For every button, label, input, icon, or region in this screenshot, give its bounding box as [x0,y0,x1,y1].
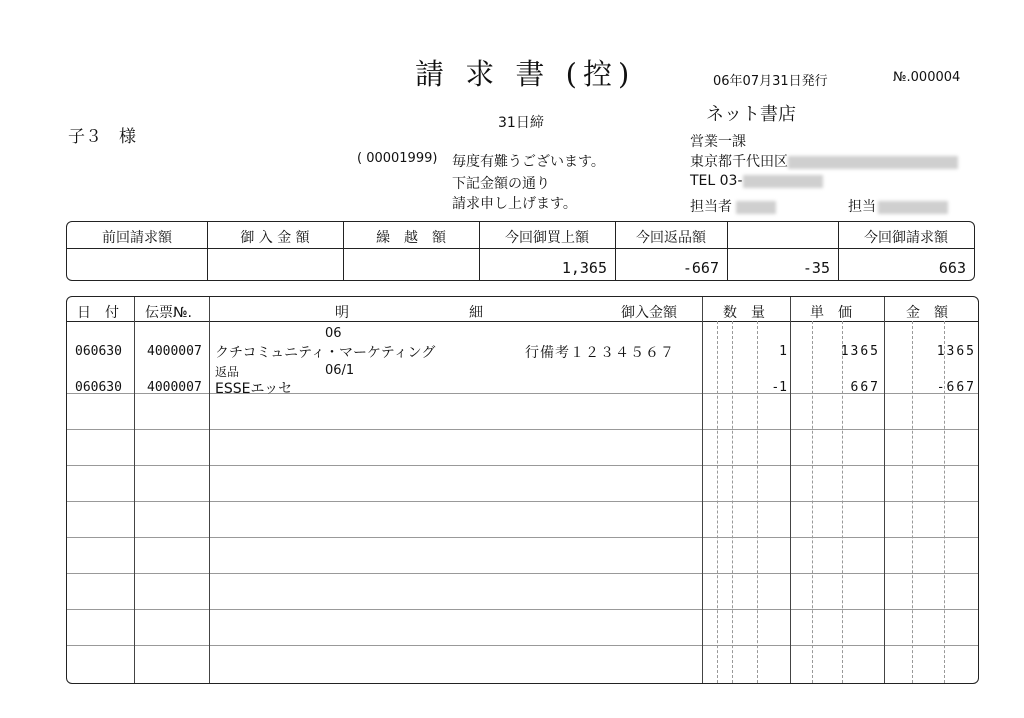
closing-day: 31日締 [498,115,544,131]
row-1-quantity: 1 [779,344,787,359]
summary-header-purchase: 今回御買上額 [505,230,589,246]
row-1-unit-price: 1365 [840,344,880,359]
row-2-slip: 4000007 [147,380,202,395]
address [690,151,958,171]
summary-header-carryover: 繰 越 額 [376,230,446,246]
column-payment: 御入金額 [621,305,677,321]
issue-date: 06年07月31日発行 [713,74,828,89]
staff-1 [690,196,776,216]
column-description-2: 細 [469,305,483,321]
summary-box [66,221,975,281]
department: 営業一課 [690,134,746,150]
column-date: 日 付 [77,305,119,321]
invoice-number: №.000004 [893,70,961,85]
customer-name: 子３ 様 [68,127,136,147]
staff-2 [848,196,948,216]
summary-value-purchase: 1,365 [561,259,607,277]
staff-2-label: 担当 [848,199,876,215]
row-2-quantity: -1 [771,380,787,395]
row-2-sub-left: 返品 [215,365,240,379]
greeting-line-1: 毎度有難うございます。 [452,154,605,170]
staff-1-label: 担当者 [690,199,732,215]
document-title: 請 求 書 (控) [415,57,636,91]
redacted-staff-2 [878,201,948,214]
row-2-unit-price: 667 [850,380,880,395]
row-1-amount: 1365 [936,344,976,359]
column-description-1: 明 [335,305,349,321]
telephone [690,173,823,189]
row-1-date: 060630 [75,344,122,359]
greeting-line-3: 請求申し上げます。 [452,196,577,212]
redacted-address [788,156,958,169]
address-text: 東京都千代田区 [690,154,788,170]
column-slip: 伝票№. [145,305,193,321]
summary-value-returns: -667 [682,259,719,277]
redacted-telephone [743,175,823,188]
column-amount: 金 額 [906,305,948,321]
row-1-note: 行備考１２３４５６７ [525,345,675,361]
row-1-item: クチコミュニティ・マーケティング [215,345,436,361]
column-quantity: 数 量 [723,305,765,321]
summary-header-payment: 御 入 金 額 [240,230,310,246]
greeting-line-2: 下記金額の通り [452,176,550,192]
row-2-item: ESSEエッセ [215,381,293,397]
summary-header-previous: 前回請求額 [102,230,172,246]
summary-header-returns: 今回返品額 [636,230,706,246]
detail-table [66,296,979,684]
row-2-date: 060630 [75,380,122,395]
shop-name: ネット書店 [706,104,796,125]
row-1-sub-right: 06 [325,326,342,341]
summary-header-total: 今回御請求額 [864,230,948,246]
telephone-text: TEL 03- [690,173,743,189]
redacted-staff-1 [736,201,776,214]
column-unit-price: 単 価 [810,305,852,321]
summary-value-tax: -35 [802,259,830,277]
row-1-slip: 4000007 [147,344,202,359]
summary-value-total: 663 [938,259,966,277]
row-2-amount: -667 [936,380,976,395]
row-2-sub-right: 06/1 [325,363,355,378]
customer-code: ( 00001999) [357,151,438,166]
